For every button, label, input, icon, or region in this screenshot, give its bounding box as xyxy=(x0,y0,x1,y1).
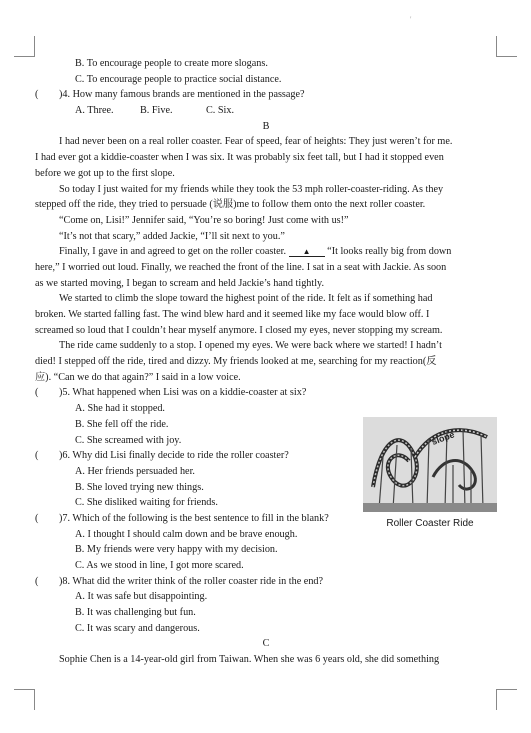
q6-option-a: A. Her friends persuaded her. xyxy=(75,465,195,477)
passage-b-line: “It’s not that scary,” added Jackie, “I’ll sit next to you.” xyxy=(59,230,285,242)
passage-b-line: before we got up to the first slope. xyxy=(35,167,175,179)
crop-mark xyxy=(496,36,497,57)
section-c-heading: C xyxy=(262,638,270,650)
passage-b-line: The ride came suddenly to a stop. I opened my eyes. We were back where we started! I hadn’t xyxy=(59,340,442,352)
passage-b-line: We started to climb the slope toward the highest point of the ride. It felt as if something had xyxy=(59,293,433,305)
crop-mark xyxy=(14,689,35,690)
q5-option-c: C. She screamed with joy. xyxy=(75,434,182,446)
crop-mark xyxy=(34,36,35,57)
passage-b-line: 应). “Can we do that again?” I said in a low voice. xyxy=(35,371,241,383)
q5-option-b: B. She fell off the ride. xyxy=(75,418,169,430)
q4-stem xyxy=(35,87,497,103)
answer-paren: ( xyxy=(35,89,39,101)
q6-option-b: B. She loved trying new things. xyxy=(75,481,204,493)
passage-b-text: Finally, I gave in and agreed to get on the roller coaster. xyxy=(59,246,287,258)
q4-text: )4. How many famous brands are mentioned in the passage? xyxy=(59,89,305,101)
passage-b-line: as we started moving, I began to scream and held Jackie’s hand tightly. xyxy=(35,277,325,289)
q8-text: )8. What did the writer think of the roller coaster ride in the end? xyxy=(59,575,324,587)
q5-stem xyxy=(35,385,497,401)
passage-b-line: “Come on, Lisi!” Jennifer said, “You’re so boring! Just come with us!” xyxy=(59,214,349,226)
passage-b-line xyxy=(35,244,497,260)
q4-options xyxy=(35,103,497,119)
q8-option-a: A. It was safe but disappointing. xyxy=(75,591,208,603)
q5-text: )5. What happened when Lisi was on a kiddie-coaster at six? xyxy=(59,387,307,399)
q7-option-b: B. My friends were very happy with my decision. xyxy=(75,544,278,556)
crop-mark xyxy=(496,689,497,710)
q4-option-a: A. Three. xyxy=(75,105,114,117)
passage-b-line: I had ever got a kiddie-coaster when I was six. It was probably six feet tall, but I had it stopped even xyxy=(35,152,444,164)
passage-b-line: died! I stepped off the ride, tired and dizzy. My friends looked at me, searching for my reaction(反 xyxy=(35,356,437,368)
section-b-heading: B xyxy=(262,120,270,132)
q6-option-c: C. She disliked waiting for friends. xyxy=(75,497,218,509)
crop-mark xyxy=(496,56,517,57)
document-body xyxy=(35,56,497,668)
roller-coaster-figure xyxy=(363,417,497,532)
answer-paren: ( xyxy=(35,512,39,524)
q3-option-b: B. To encourage people to create more slogans. xyxy=(75,58,268,69)
crop-mark xyxy=(14,56,35,57)
q4-option-c: C. Six. xyxy=(206,105,235,117)
answer-paren: ( xyxy=(35,387,39,399)
crop-mark xyxy=(496,689,517,690)
figure-caption: Roller Coaster Ride xyxy=(386,518,474,529)
passage-b-line: stepped off the ride, they tried to persuade (说服)me to follow them onto the next roller coaster. xyxy=(35,199,426,211)
q4-option-b: B. Five. xyxy=(140,105,173,117)
passage-b-line: broken. We started falling fast. The wind blew hard and it seemed like my face would blow off. I xyxy=(35,309,430,320)
q8-option-b: B. It was challenging but fun. xyxy=(75,607,196,619)
passage-c-line: Sophie Chen is a 14-year-old girl from Taiwan. When she was 6 years old, she did something xyxy=(59,654,440,666)
q3-option-c: C. To encourage people to practice social distance. xyxy=(75,73,282,85)
q5-option-a: A. She had it stopped. xyxy=(75,403,165,415)
q7-option-c: C. As we stood in line, I got more scared. xyxy=(75,560,244,571)
page-dot: ' xyxy=(410,15,412,24)
passage-b-line: I had never been on a real roller coaster. Fear of speed, fear of heights: They just weren’t for me. xyxy=(59,136,453,148)
answer-paren: ( xyxy=(35,450,39,462)
q8-option-c: C. It was scary and dangerous. xyxy=(75,622,200,634)
crop-mark xyxy=(34,689,35,710)
passage-b-line: So today I just waited for my friends while they took the 53 mph roller-coaster-riding. As they xyxy=(59,183,444,195)
roller-coaster-illustration xyxy=(363,417,497,512)
answer-paren: ( xyxy=(35,575,39,587)
passage-b-text: “It looks really big from down xyxy=(327,246,452,258)
fill-blank: ▲ xyxy=(289,247,325,257)
q6-text: )6. Why did Lisi finally decide to ride the roller coaster? xyxy=(59,450,289,462)
q8-stem xyxy=(35,574,497,590)
passage-b-line: here,” I worried out loud. Finally, we reached the front of the line. I sat in a seat with Jackie. As soon xyxy=(35,261,447,273)
slope-label: slope xyxy=(430,429,456,447)
q7-text: )7. Which of the following is the best sentence to fill in the blank? xyxy=(59,512,329,524)
passage-b-line: screamed so loud that I couldn’t hear myself anymore. I closed my eyes, never stopping my scream. xyxy=(35,324,443,336)
q7-option-a: A. I thought I should calm down and be brave enough. xyxy=(75,528,298,540)
